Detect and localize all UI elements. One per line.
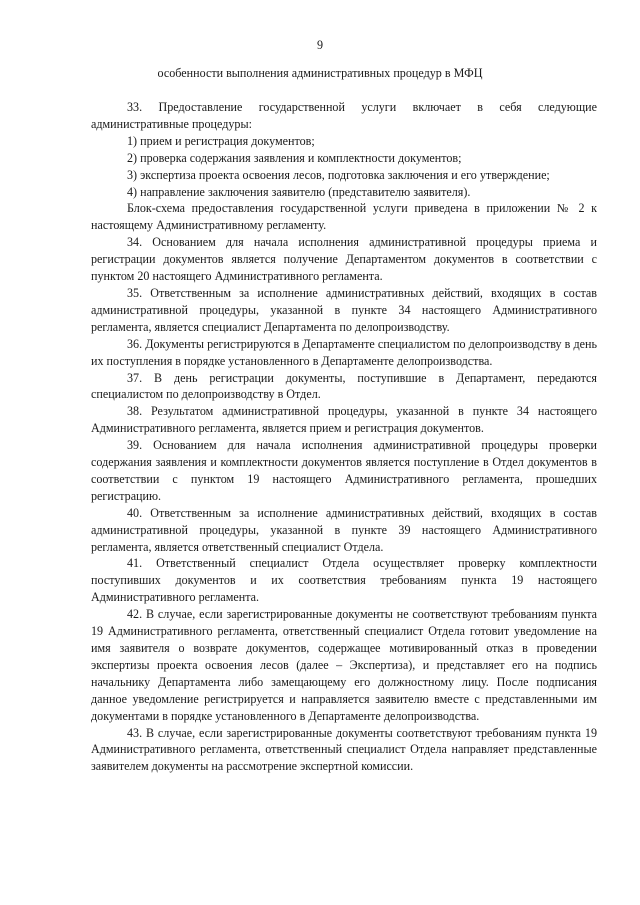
paragraph-34: 34. Основанием для начала исполнения административной процедуры приема и регистрации документов является получение Департаментом документов в соответствии с пунктом 20 настоящего Административного регламента. [91, 235, 597, 284]
flowchart-reference: Блок-схема предоставления государственной услуги приведена в приложении № 2 к настоящему Административному регламенту. [91, 201, 597, 233]
paragraph-35: 35. Ответственным за исполнение административных действий, входящих в состав административной процедуры, указанной в пункте 34 настоящего Административного регламента, является специалист Департамента по делопроизводству. [91, 285, 597, 334]
document-body [91, 99, 597, 775]
paragraph-38: 38. Результатом административной процедуры, указанной в пункте 34 настоящего Административного регламента, является прием и регистрация документов. [91, 404, 597, 436]
list-item-3: 3) экспертиза проекта освоения лесов, подготовка заключения и его утверждение; [127, 167, 550, 182]
paragraph-41: 41. Ответственный специалист Отдела осуществляет проверку комплектности поступивших документов и их соответствия требованиям пункта 19 настоящего Административного регламента. [91, 556, 597, 605]
paragraph-37: 37. В день регистрации документы, поступившие в Департамент, передаются специалистом по делопроизводству в Отдел. [91, 370, 597, 402]
paragraph-43: 43. В случае, если зарегистрированные документы соответствуют требованиям пункта 19 Административного регламента, ответственный специалист Отдела направляет представленные заявителем документы на рассмотрение экспертной комиссии. [91, 725, 597, 774]
paragraph-40: 40. Ответственным за исполнение административных действий, входящих в состав административной процедуры, указанной в пункте 39 настоящего Административного регламента, является ответственный специалист Отдела. [91, 505, 597, 554]
section-heading: особенности выполнения административных процедур в МФЦ [157, 66, 483, 80]
page-number: 9 [316, 38, 324, 52]
list-item-4: 4) направление заключения заявителю (представителю заявителя). [127, 184, 471, 199]
paragraph-42: 42. В случае, если зарегистрированные документы не соответствуют требованиям пункта 19 Административного регламента, ответственный специалист Отдела готовит уведомление на имя заявителя о возврате документов, содержащее мотивированный отказ в проведении экспертизы проекта освоения лесов (далее – Экспертиза), и представляет его на подпись начальнику Департамента либо замещающему его должностному лицу. После подписания данное уведомление регистрируется и направляется заявителю вместе с представленными им документами в порядке установленного в Департаменте делопроизводства. [91, 607, 597, 723]
paragraph-36: 36. Документы регистрируются в Департаменте специалистом по делопроизводству в день их поступления в порядке установленного в Департаменте делопроизводства. [91, 336, 597, 368]
paragraph-33: 33. Предоставление государственной услуги включает в себя следующие административные процедуры: [91, 100, 597, 131]
list-item-1: 1) прием и регистрация документов; [127, 133, 315, 148]
paragraph-39: 39. Основанием для начала исполнения административной процедуры проверки содержания заявления и комплектности документов является поступление в Отдел документов в соответствии с пунктом 19 настоящего Административного регламента, прошедших регистрацию. [91, 438, 597, 503]
list-item-2: 2) проверка содержания заявления и комплектности документов; [127, 150, 462, 165]
